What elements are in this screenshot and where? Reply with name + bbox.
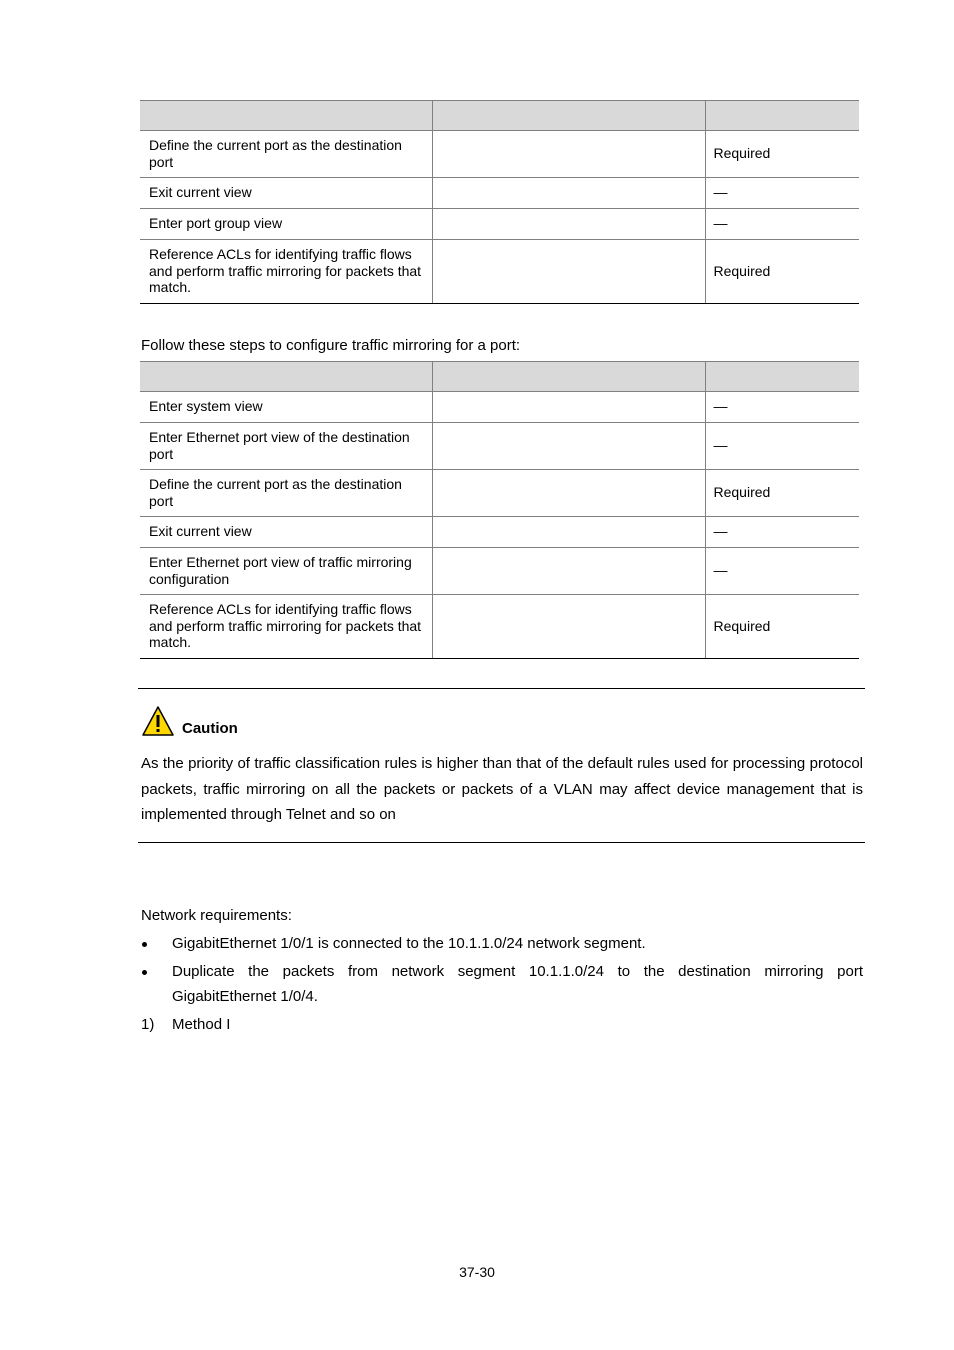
operation-cell: Define the current port as the destination port [140,131,432,178]
table-header-row [140,362,859,392]
operation-cell: Exit current view [140,178,432,209]
command-cell [432,209,705,240]
header-cell [140,362,432,392]
table-row [140,595,859,659]
remarks-cell: — [705,517,859,548]
remarks-cell: Required [705,240,859,304]
remarks-cell: — [705,423,859,470]
header-cell [140,101,432,131]
command-cell [432,240,705,304]
table-row [140,517,859,548]
steps-table-port-group [140,100,859,304]
command-cell [432,548,705,595]
header-cell [432,362,705,392]
table-row [140,178,859,209]
header-cell [432,101,705,131]
table-row [140,548,859,595]
operation-cell: Define the current port as the destination port [140,470,432,517]
remarks-cell: — [705,209,859,240]
header-cell [705,362,859,392]
numbered-item [141,1012,863,1037]
list-item [141,931,863,956]
list-item-text: Duplicate the packets from network segment 10.1.1.0/24 to the destination mirroring port GigabitEthernet 1/0/4. [172,963,863,1005]
table-row [140,470,859,517]
network-requirements-heading: Network requirements: [141,907,292,924]
header-cell [705,101,859,131]
bullet-icon [142,942,147,947]
table-row [140,209,859,240]
list-number: 1) [141,1016,155,1033]
page-number: 37-30 [459,1264,495,1280]
remarks-cell: Required [705,470,859,517]
bullet-icon [142,970,147,975]
remarks-cell: — [705,548,859,595]
intro-text: Follow these steps to configure traffic mirroring for a port: [141,337,521,354]
command-cell [432,470,705,517]
caution-box [138,688,865,843]
table-row [140,423,859,470]
operation-cell: Enter Ethernet port view of the destination port [140,423,432,470]
command-cell [432,131,705,178]
command-cell [432,595,705,659]
list-item-text: GigabitEthernet 1/0/1 is connected to the 10.1.1.0/24 network segment. [172,935,646,952]
table-row [140,392,859,423]
operation-cell: Enter port group view [140,209,432,240]
steps-table-port [140,361,859,659]
remarks-cell: Required [705,595,859,659]
warning-triangle-icon [141,705,175,737]
command-cell [432,392,705,423]
list-item [141,959,863,1009]
remarks-cell: — [705,392,859,423]
caution-text: As the priority of traffic classification rules is higher than that of the default rules used for processing protocol packets, traffic mirroring on all the packets or packets of a VLAN may affect device management that is implemented through Telnet and so on [141,755,863,823]
remarks-cell: — [705,178,859,209]
command-cell [432,423,705,470]
operation-cell: Exit current view [140,517,432,548]
list-item-text: Method I [172,1016,231,1033]
table-row [140,240,859,304]
command-cell [432,517,705,548]
remarks-cell: Required [705,131,859,178]
operation-cell: Reference ACLs for identifying traffic flows and perform traffic mirroring for packets that match. [140,595,432,659]
command-cell [432,178,705,209]
table-row [140,131,859,178]
operation-cell: Enter Ethernet port view of traffic mirroring configuration [140,548,432,595]
operation-cell: Reference ACLs for identifying traffic flows and perform traffic mirroring for packets that match. [140,240,432,304]
operation-cell: Enter system view [140,392,432,423]
caution-title: Caution [182,720,238,737]
table-header-row [140,101,859,131]
